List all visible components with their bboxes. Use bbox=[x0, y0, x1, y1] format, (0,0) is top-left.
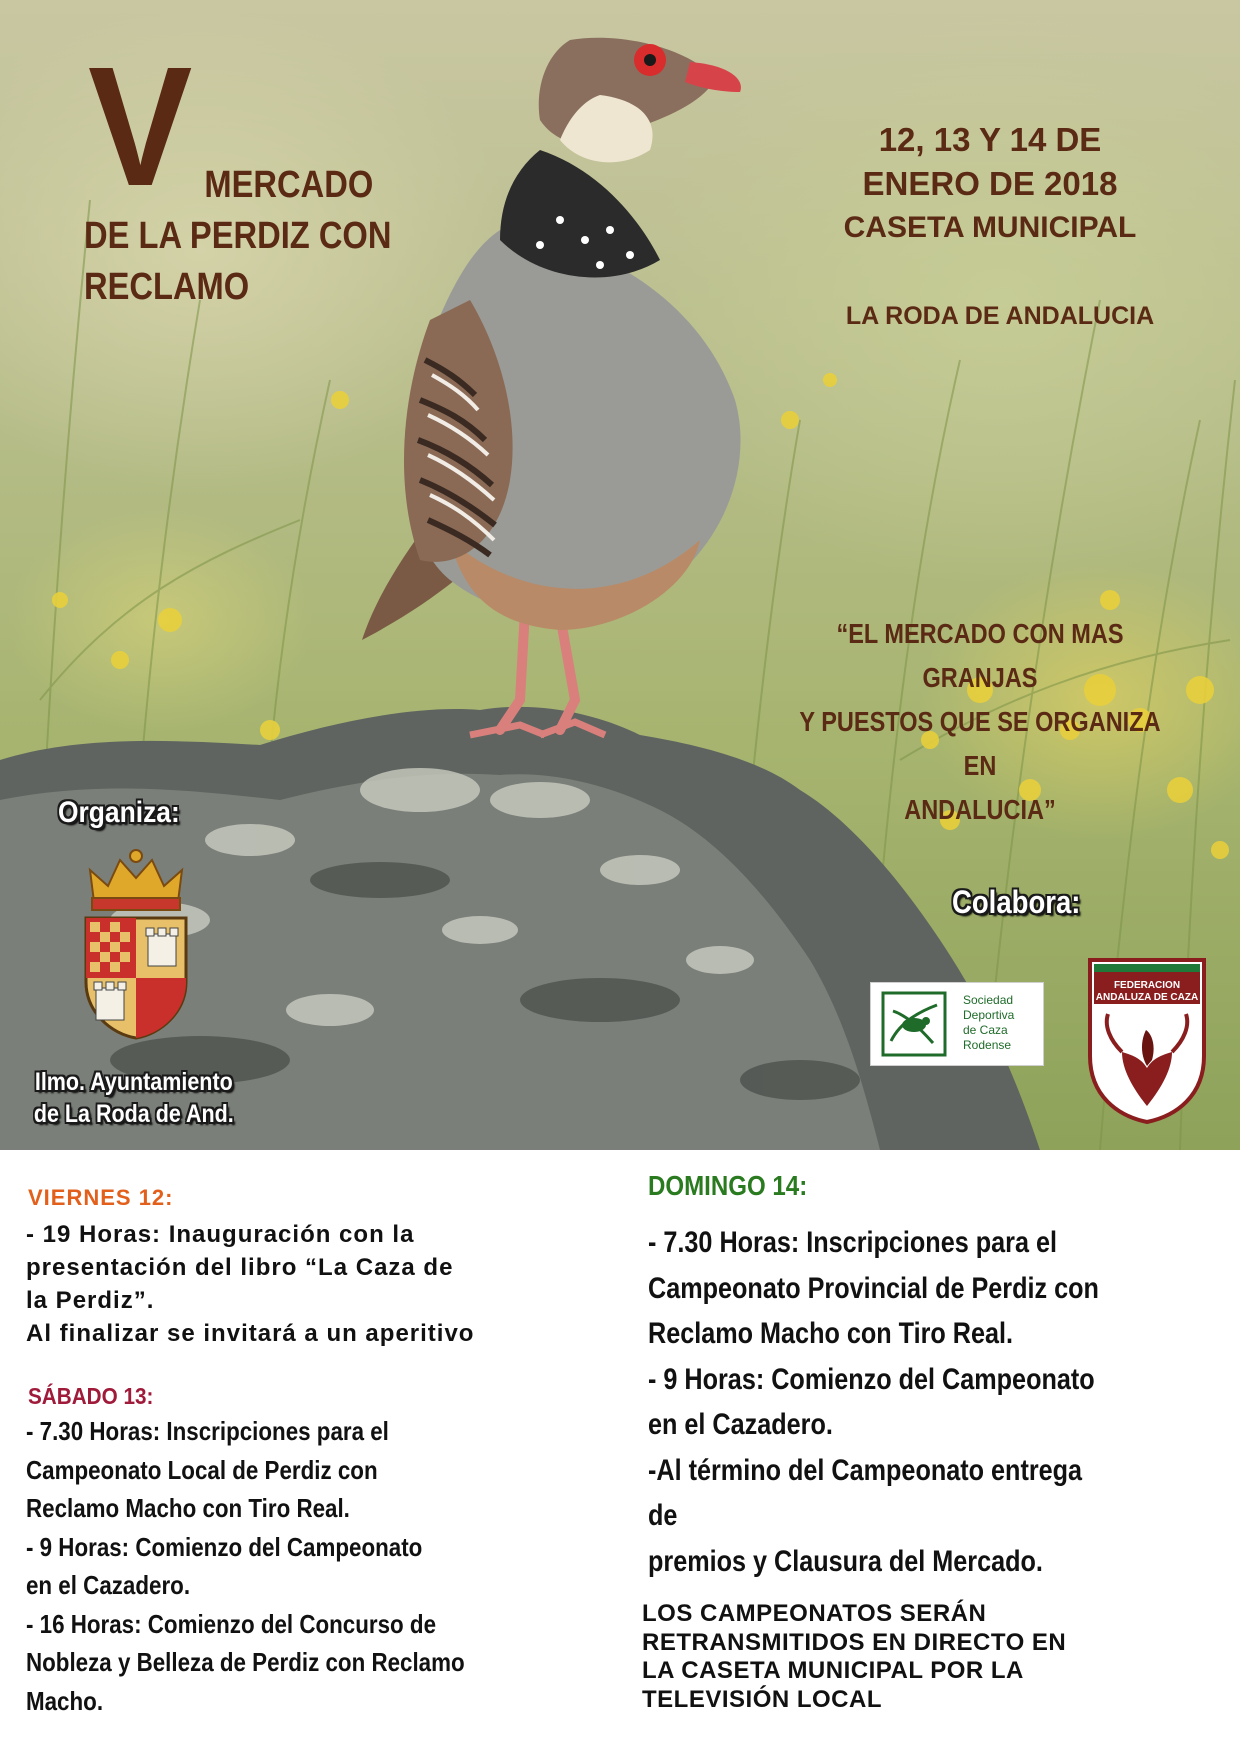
friday-item: presentación del libro “La Caza de bbox=[26, 1254, 454, 1281]
sociedad-line-1: Sociedad bbox=[963, 993, 1014, 1007]
organiza-label: Organiza: bbox=[58, 796, 180, 829]
saturday-items bbox=[26, 1412, 542, 1720]
note-line-2: RETRANSMITIDOS EN DIRECTO EN bbox=[642, 1628, 1067, 1656]
sunday-item: Reclamo Macho con Tiro Real. bbox=[648, 1317, 1014, 1350]
friday-item: la Perdiz”. bbox=[26, 1287, 155, 1314]
federacion-label bbox=[1090, 980, 1204, 1004]
note-line-3: LA CASETA MUNICIPAL POR LA bbox=[642, 1657, 1024, 1684]
saturday-item: Campeonato Local de Perdiz con bbox=[26, 1454, 378, 1485]
town-crest-logo bbox=[76, 842, 196, 1042]
saturday-item: Reclamo Macho con Tiro Real. bbox=[26, 1493, 350, 1523]
federacion-line-2: ANDALUZA DE CAZA bbox=[1095, 992, 1199, 1003]
saturday-item: Macho. bbox=[26, 1685, 104, 1716]
edition-numeral: V bbox=[88, 32, 189, 222]
sunday-item: en el Cazadero. bbox=[648, 1408, 833, 1441]
saturday-item: Nobleza y Belleza de Perdiz con Reclamo bbox=[26, 1647, 465, 1677]
sunday-item: - 7.30 Horas: Inscripciones para el bbox=[648, 1226, 1057, 1259]
colabora-label: Colabora: bbox=[952, 884, 1081, 920]
quote-line-3: ANDALUCIA” bbox=[904, 794, 1056, 825]
title-line-2: DE LA PERDIZ CON bbox=[84, 215, 392, 257]
saturday-item: - 9 Horas: Comienzo del Campeonato bbox=[26, 1531, 423, 1562]
hunting-club-emblem-icon bbox=[881, 991, 947, 1057]
sunday-item: -Al término del Campeonato entrega de bbox=[648, 1453, 1083, 1532]
saturday-item: en el Cazadero. bbox=[26, 1570, 191, 1600]
sociedad-text bbox=[963, 993, 1039, 1053]
organizer-name bbox=[22, 1066, 246, 1130]
sociedad-line-4: Rodense bbox=[963, 1038, 1012, 1052]
organizer-line-1: Ilmo. Ayuntamiento bbox=[34, 1068, 233, 1096]
sunday-item: Campeonato Provincial de Perdiz con bbox=[648, 1271, 1099, 1305]
sunday-item: - 9 Horas: Comienzo del Campeonato bbox=[648, 1362, 1095, 1396]
venue: CASETA MUNICIPAL bbox=[843, 211, 1137, 244]
title-line-1: MERCADO bbox=[204, 164, 374, 206]
title-line-3: RECLAMO bbox=[84, 266, 250, 308]
event-title bbox=[84, 160, 445, 313]
sociedad-line-2: Deportiva bbox=[963, 1008, 1015, 1022]
organizer-line-2: de La Roda de And. bbox=[33, 1100, 234, 1128]
dates-line-1: 12, 13 Y 14 DE bbox=[878, 121, 1102, 158]
broadcast-note bbox=[642, 1600, 1202, 1714]
friday-items bbox=[26, 1218, 626, 1350]
slogan-quote bbox=[795, 612, 1165, 832]
quote-line-2: Y PUESTOS QUE SE ORGANIZA EN bbox=[799, 706, 1161, 781]
sociedad-line-3: de Caza bbox=[963, 1023, 1008, 1037]
federacion-line-1: FEDERACION bbox=[1113, 980, 1181, 991]
sunday-items bbox=[648, 1220, 1118, 1584]
sociedad-logo bbox=[870, 982, 1044, 1066]
friday-heading: VIERNES 12: bbox=[28, 1185, 174, 1210]
note-line-4: TELEVISIÓN LOCAL bbox=[642, 1685, 883, 1713]
saturday-item: - 7.30 Horas: Inscripciones para el bbox=[26, 1416, 389, 1446]
event-town: LA RODA DE ANDALUCIA bbox=[845, 302, 1155, 330]
saturday-heading: SÁBADO 13: bbox=[28, 1383, 154, 1409]
note-line-1: LOS CAMPEONATOS SERÁN bbox=[642, 1600, 987, 1627]
saturday-item: - 16 Horas: Comienzo del Concurso de bbox=[26, 1608, 437, 1639]
event-dates bbox=[780, 118, 1200, 250]
sunday-item: premios y Clausura del Mercado. bbox=[648, 1544, 1043, 1578]
friday-item: Al finalizar se invitará a un aperitivo bbox=[26, 1320, 475, 1347]
quote-line-1: “EL MERCADO CON MAS GRANJAS bbox=[836, 618, 1124, 693]
friday-item: - 19 Horas: Inauguración con la bbox=[26, 1221, 415, 1248]
dates-line-2: ENERO DE 2018 bbox=[862, 165, 1118, 202]
sunday-heading: DOMINGO 14: bbox=[648, 1170, 808, 1201]
